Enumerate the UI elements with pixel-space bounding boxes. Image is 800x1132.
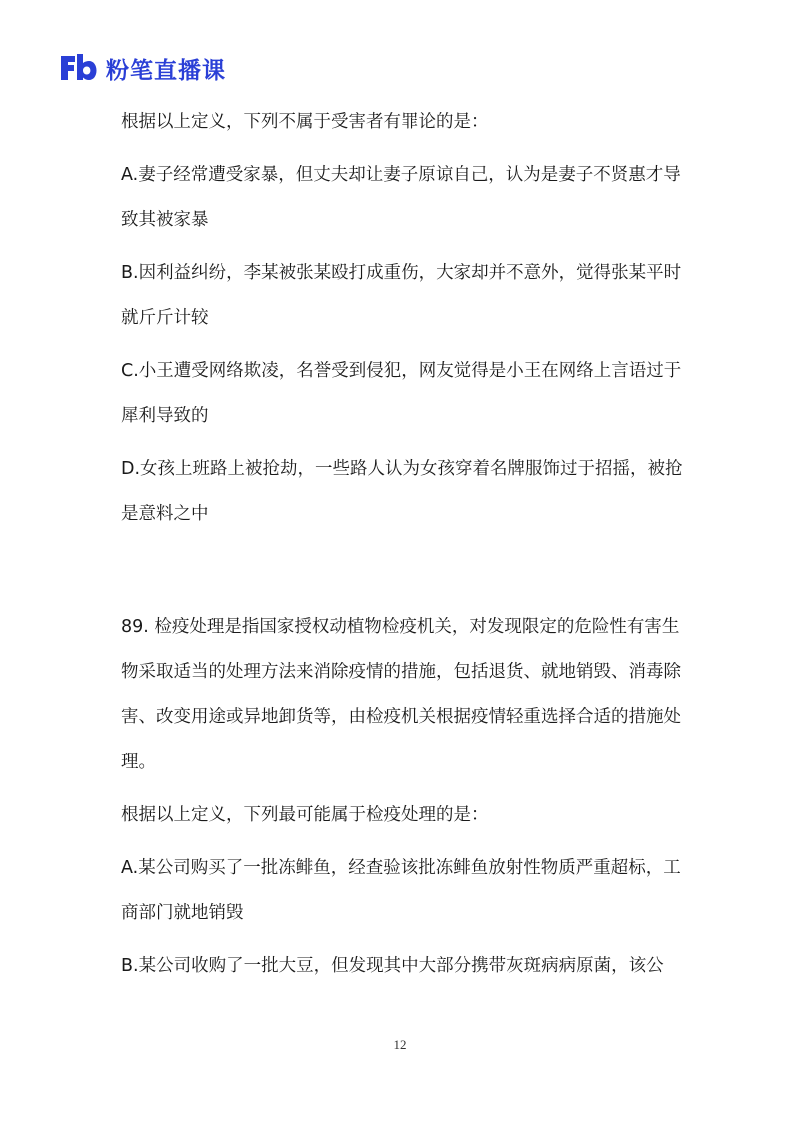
brand-header: [58, 50, 226, 86]
page-number: 12: [393, 1037, 407, 1052]
question-89-option-a: A.某公司购买了一批冻鲱鱼，经查验该批冻鲱鱼放射性物质严重超标，工商部门就地销毁: [121, 858, 681, 923]
option-c: C.小王遭受网络欺凌，名誉受到侵犯，网友觉得是小王在网络上言语过于犀利导致的: [121, 361, 682, 426]
question-89-option-b: B.某公司收购了一批大豆，但发现其中大部分携带灰斑病病原菌，该公: [121, 956, 664, 976]
fenbi-logo-icon: [58, 51, 98, 85]
option-b: B.因利益纠纷，李某被张某殴打成重伤，大家却并不意外，觉得张某平时就斤斤计较: [121, 263, 682, 328]
document-body: [121, 100, 691, 989]
option-d: D.女孩上班路上被抢劫，一些路人认为女孩穿着名牌服饰过于招摇，被抢是意料之中: [121, 459, 683, 524]
question-prompt: 根据以上定义，下列不属于受害者有罪论的是：: [121, 112, 489, 132]
brand-name: 粉笔直播课: [106, 57, 226, 84]
question-89-prompt: 根据以上定义，下列最可能属于检疫处理的是：: [121, 805, 489, 825]
question-89-definition: 89. 检疫处理是指国家授权动植物检疫机关，对发现限定的危险性有害生物采取适当的处理方法来消除疫情的措施，包括退货、就地销毁、消毒除害、改变用途或异地卸货等，由检疫机关根据疫情轻重选择合适的措施处理。: [121, 617, 681, 772]
option-a: A.妻子经常遭受家暴，但丈夫却让妻子原谅自己，认为是妻子不贤惠才导致其被家暴: [121, 165, 681, 230]
